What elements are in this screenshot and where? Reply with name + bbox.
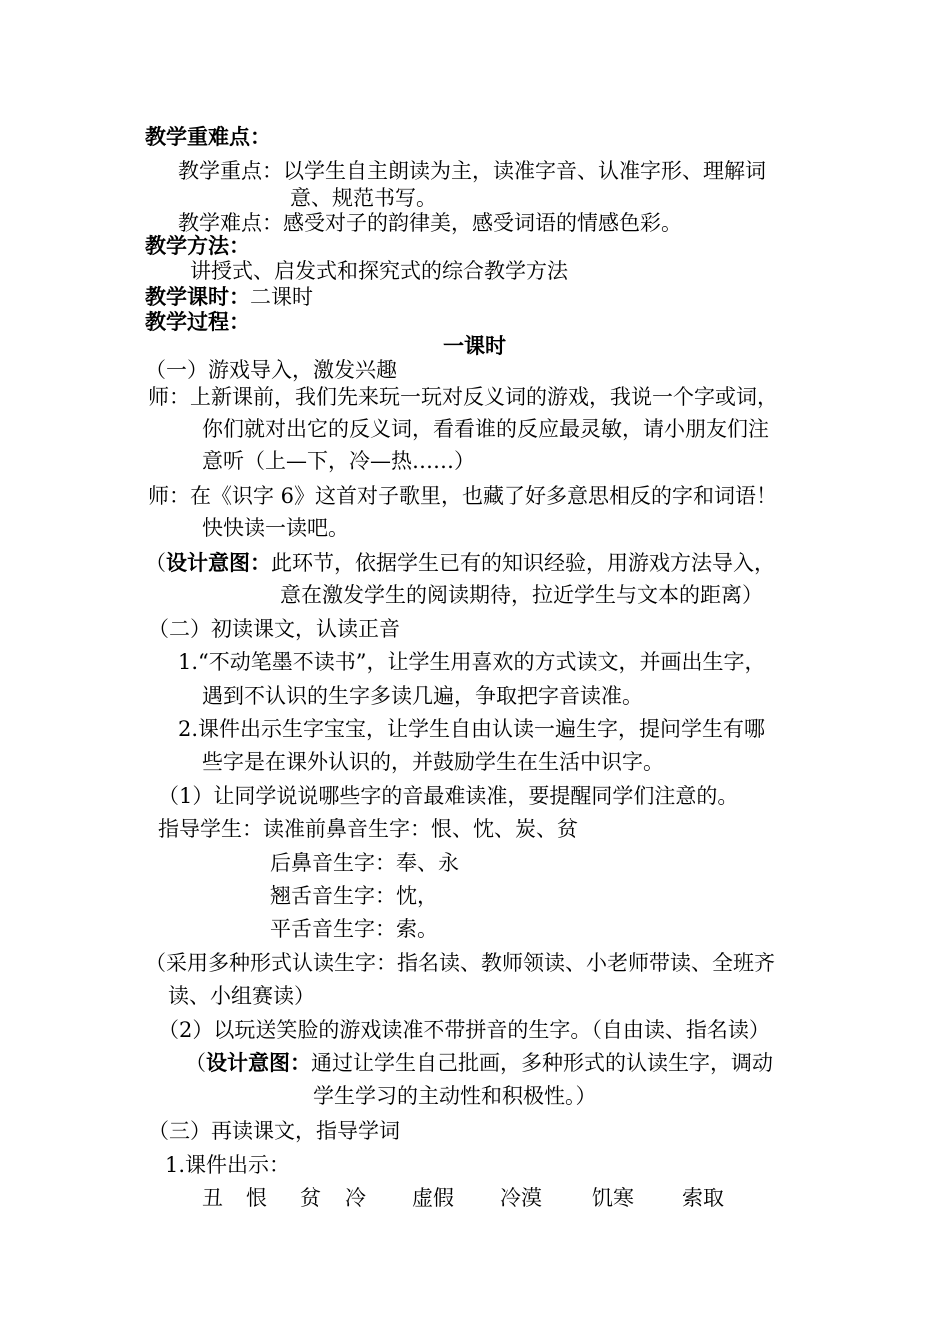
key-point-label: 教学重点： [178, 159, 283, 183]
section1-title: （一）游戏导入，激发兴趣 [145, 358, 397, 382]
design2-text1: 通过让学生自己批画，多种形式的认读生字，调动 [311, 1051, 773, 1075]
s2-item1-line2: 遇到不认识的生字多读几遍，争取把字音读准。 [202, 684, 643, 708]
design1-line1 [145, 548, 775, 578]
word-1: 丑 [202, 1186, 223, 1210]
design2-text2: 学生学习的主动性和积极性。） [313, 1084, 597, 1108]
word-3: 贫 [300, 1186, 321, 1210]
s2-sub2: （2）以玩送笑脸的游戏读准不带拼音的生字。（自由读、指名读） [158, 1018, 770, 1042]
s1-line1: 师：上新课前，我们先来玩一玩对反义词的游戏，我说一个字或词， [148, 385, 778, 409]
design1-text1: 此环节，依据学生已有的知识经验，用游戏方法导入， [271, 551, 775, 575]
s1-line5: 快快读一读吧。 [202, 516, 349, 540]
design1-label: 设计意图： [166, 551, 271, 575]
design2-open: （ [185, 1051, 206, 1075]
section3-title: （三）再读课文，指导学词 [148, 1119, 400, 1143]
heading-hours: 教学课时： [145, 285, 250, 309]
s1-line2: 你们就对出它的反义词，看看谁的反应最灵敏，请小朋友们注 [202, 417, 769, 441]
section2-title: （二）初读课文，认读正音 [148, 617, 400, 641]
word-8: 索取 [682, 1186, 724, 1210]
hours-value: 二课时 [250, 285, 313, 309]
s1-line4: 师：在《识字 6》这首对子歌里，也藏了好多意思相反的字和词语！ [148, 484, 778, 508]
guide-line2: 后鼻音生字：奉、永 [270, 851, 459, 875]
guide-line4: 平舌音生字：索。 [270, 917, 438, 941]
word-7: 饥寒 [592, 1186, 634, 1210]
s2-item1-line1: 1.“不动笔墨不读书”，让学生用喜欢的方式读文，并画出生字， [178, 650, 766, 674]
forms-line1: （采用多种形式认读生字：指名读、教师领读、小老师带读、全班齐 [145, 951, 775, 975]
key-point-text: 以学生自主朗读为主，读准字音、认准字形、理解词 [283, 159, 766, 183]
method-text: 讲授式、启发式和探究式的综合教学方法 [190, 259, 568, 283]
design2-line1 [185, 1048, 773, 1078]
lesson-title: 一课时 [443, 334, 506, 358]
guide-line3: 翘舌音生字：忱， [270, 884, 438, 908]
design1-text2: 意在激发学生的阅读期待，拉近学生与文本的距离） [280, 583, 763, 607]
s2-sub1: （1）让同学说说哪些字的音最难读准，要提醒同学们注意的。 [158, 784, 739, 808]
s1-line3: 意听（上—下，冷—热……） [202, 449, 475, 473]
heading-process: 教学过程： [145, 310, 250, 334]
design2-label: 设计意图： [206, 1051, 311, 1075]
heading-method: 教学方法： [145, 234, 250, 258]
s3-item1: 1.课件出示： [165, 1153, 291, 1177]
forms-line2: 读、小组赛读） [168, 984, 315, 1008]
key-point-line [178, 156, 766, 186]
word-4: 冷 [345, 1186, 366, 1210]
word-2: 恨 [246, 1186, 267, 1210]
s2-item2-line2: 些字是在课外认识的，并鼓励学生在生活中识字。 [202, 750, 664, 774]
design1-open: （ [145, 551, 166, 575]
key-point-text-cont: 意、规范书写。 [290, 186, 437, 210]
difficulty-label: 教学难点： [178, 211, 283, 235]
guide-line1: 指导学生：读准前鼻音生字：恨、忱、炭、贫 [158, 817, 578, 841]
s2-item2-line1: 2.课件出示生字宝宝，让学生自由认读一遍生字，提问学生有哪 [178, 717, 766, 741]
word-6: 冷漠 [500, 1186, 542, 1210]
word-5: 虚假 [412, 1186, 454, 1210]
difficulty-text: 感受对子的韵律美，感受词语的情感色彩。 [283, 211, 682, 235]
difficulty-line [178, 208, 682, 238]
heading-key-points: 教学重难点： [145, 125, 271, 149]
